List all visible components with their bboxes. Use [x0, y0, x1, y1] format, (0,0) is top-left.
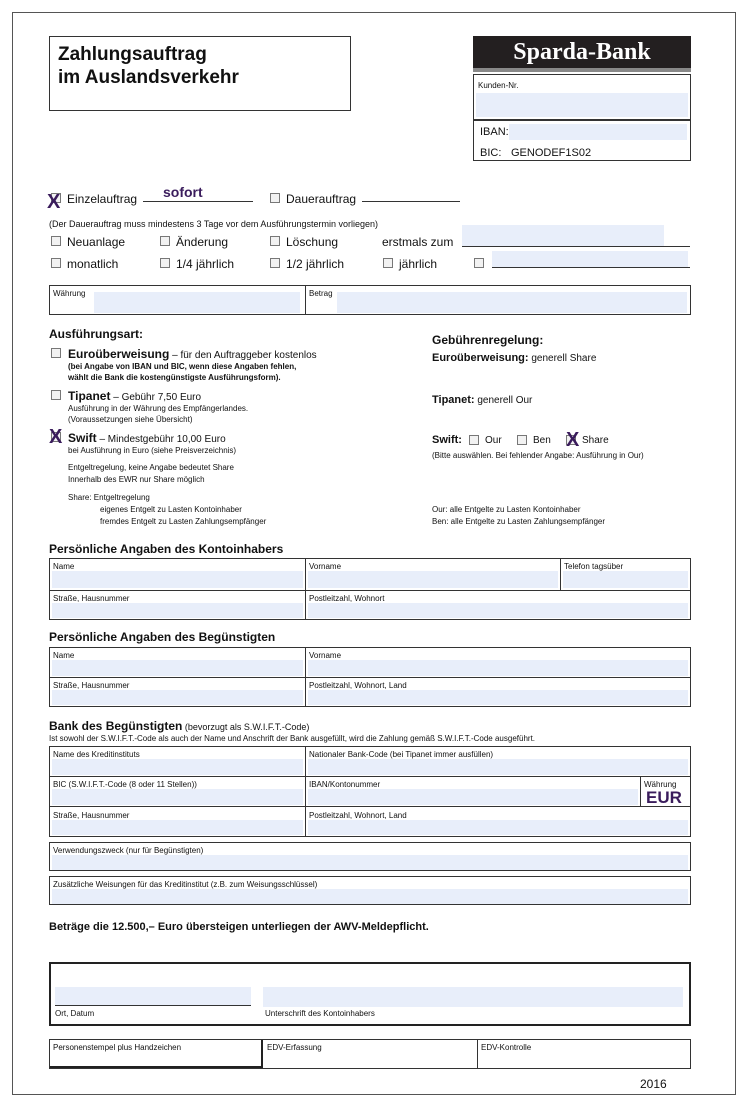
fees-ben-note: Ben: alle Entgelte zu Lasten Zahlungsempfänger: [432, 517, 606, 526]
waehrung-input[interactable]: [94, 292, 300, 313]
swift-desc: – Mindestgebühr 10,00 Euro: [96, 434, 226, 445]
euro-checkbox[interactable]: [51, 348, 61, 358]
stempel-field[interactable]: [50, 1040, 263, 1068]
iban-bic-box: [473, 120, 691, 161]
tipanet-note2: (Voraussetzungen siehe Übersicht): [68, 415, 193, 424]
bic-label: BIC:: [480, 147, 502, 159]
euro-note1: (bei Angabe von IBAN und BIC, wenn diese Angaben fehlen,: [68, 362, 297, 371]
dauerauftrag-note: (Der Dauerauftrag muss mindestens 3 Tage vor dem Ausführungstermin vorliegen): [49, 219, 378, 229]
holder-divider-1: [305, 559, 306, 619]
other-interval-input[interactable]: [492, 251, 688, 267]
bank-bic-input[interactable]: [52, 789, 303, 805]
bank-logo-underline: [473, 68, 691, 72]
swift-title-line: [68, 431, 226, 445]
bank-waehrung-label: Währung: [644, 780, 677, 789]
weisungen-field: [49, 876, 691, 905]
internal-box: [49, 1039, 691, 1069]
holder-heading: Persönliche Angaben des Kontoinhabers: [49, 542, 284, 556]
holder-table: [49, 558, 691, 620]
monatlich-label: monatlich: [67, 257, 119, 271]
jaehrlich-label: jährlich: [399, 257, 438, 271]
holder-vorname-label: Vorname: [309, 562, 342, 571]
bank-code-label: Nationaler Bank-Code (bei Tipanet immer ausfüllen): [309, 750, 494, 759]
bic-value: GENODEF1S02: [511, 147, 592, 159]
other-interval-line: [492, 267, 690, 268]
waehrung-betrag-box: [49, 285, 691, 315]
edv-divider: [477, 1040, 478, 1068]
waehrung-label: Währung: [53, 289, 86, 298]
iban-input[interactable]: [509, 124, 687, 140]
form-title-line2: im Auslandsverkehr: [58, 67, 239, 88]
tipanet-title-line: [68, 389, 201, 403]
holder-strasse-input[interactable]: [52, 603, 303, 618]
holder-name-input[interactable]: [52, 571, 303, 588]
jaehrlich-checkbox[interactable]: [383, 258, 393, 268]
fees-heading: Gebührenregelung:: [432, 333, 544, 347]
zweck-field: [49, 842, 691, 871]
kunden-nr-field[interactable]: [473, 74, 691, 120]
dauerauftrag-checkbox[interactable]: [270, 193, 280, 203]
holder-telefon-input[interactable]: [563, 571, 688, 588]
viertel-label: 1/4 jährlich: [176, 257, 235, 271]
einzelauftrag-x-mark: X: [47, 191, 61, 213]
dauerauftrag-line: [362, 201, 460, 202]
loeschung-label: Löschung: [286, 235, 339, 249]
fees-share-label: Share: [582, 435, 609, 446]
fees-our-checkbox[interactable]: [469, 435, 479, 445]
holder-row-divider: [50, 590, 690, 591]
erstmals-zum-line: [462, 246, 690, 247]
beneficiary-name-input[interactable]: [52, 660, 303, 676]
kunden-nr-input[interactable]: [476, 93, 688, 117]
fees-euro-line: [432, 352, 596, 364]
swift-x-mark: X: [49, 426, 63, 448]
holder-plz-label: Postleitzahl, Wohnort: [309, 594, 385, 603]
bank-heading-line: [49, 719, 309, 733]
beneficiary-plz-label: Postleitzahl, Wohnort, Land: [309, 681, 407, 690]
bank-kreditinstitut-input[interactable]: [52, 759, 303, 775]
fees-euro-value: generell Share: [528, 353, 597, 364]
fees-our-label: Our: [485, 435, 502, 446]
fees-tipanet-value: generell Our: [474, 395, 533, 406]
loeschung-checkbox[interactable]: [270, 236, 280, 246]
euro-title-line: [68, 347, 317, 361]
awv-note: Beträge die 12.500,– Euro übersteigen unterliegen der AWV-Meldepflicht.: [49, 921, 429, 933]
beneficiary-row-divider: [50, 677, 690, 678]
bank-divider-2: [640, 776, 641, 806]
fees-share-x-mark: X: [566, 429, 580, 451]
tipanet-note1: Ausführung in der Währung des Empfängerlandes.: [68, 404, 249, 413]
halb-checkbox[interactable]: [270, 258, 280, 268]
iban-label: IBAN:: [480, 126, 509, 138]
stempel-label: Personenstempel plus Handzeichen: [53, 1043, 182, 1052]
holder-divider-2: [560, 559, 561, 590]
bank-heading: Bank des Begünstigten: [49, 719, 183, 733]
swift-title: Swift: [68, 431, 97, 445]
waehrung-divider: [305, 286, 306, 314]
aenderung-label: Änderung: [176, 235, 229, 249]
kunden-nr-label: Kunden-Nr.: [478, 81, 519, 90]
swift-note: bei Ausführung in Euro (siehe Preisverzeichnis): [68, 446, 237, 455]
euro-title: Euroüberweisung: [68, 347, 170, 361]
edv-erfassung-label: EDV-Erfassung: [267, 1043, 322, 1052]
beneficiary-vorname-input[interactable]: [308, 660, 688, 676]
fees-swift-note: (Bitte auswählen. Bei fehlender Angabe: Ausführung in Our): [432, 451, 644, 460]
weisungen-label: Zusätzliche Weisungen für das Kreditinstitut (z.B. zum Weisungsschlüssel): [53, 880, 318, 889]
bank-iban-label: IBAN/Kontonummer: [309, 780, 381, 789]
fees-tipanet-label: Tipanet:: [432, 394, 475, 406]
form-year: 2016: [640, 1077, 667, 1091]
bank-heading-note: (bevorzugt als S.W.I.F.T.-Code): [182, 722, 310, 732]
betrag-input[interactable]: [337, 292, 687, 313]
euro-note2: wählt die Bank die kostengünstigste Ausführungsform).: [68, 373, 281, 382]
entgelt-note1: Entgeltregelung, keine Angabe bedeutet Share: [68, 463, 234, 472]
tipanet-checkbox[interactable]: [51, 390, 61, 400]
viertel-checkbox[interactable]: [160, 258, 170, 268]
beneficiary-plz-input[interactable]: [308, 690, 688, 705]
weisungen-input[interactable]: [52, 889, 688, 904]
ort-datum-label: Ort, Datum: [55, 1009, 95, 1018]
neuanlage-checkbox[interactable]: [51, 236, 61, 246]
ort-datum-input[interactable]: [55, 987, 251, 1005]
holder-name-label: Name: [53, 562, 75, 571]
betrag-label: Betrag: [309, 289, 333, 298]
bank-kreditinstitut-label: Name des Kreditinstituts: [53, 750, 140, 759]
bank-waehrung-value[interactable]: EUR: [646, 788, 682, 807]
dauerauftrag-label: Dauerauftrag: [286, 192, 357, 206]
execution-heading: Ausführungsart:: [49, 327, 143, 341]
bank-note: Ist sowohl der S.W.I.F.T.-Code als auch der Name und Anschrift der Bank ausgefüllt, wird die Zahlung gemäß S.W.I.F.T.-Code ausgeführt.: [49, 734, 536, 743]
neuanlage-label: Neuanlage: [67, 235, 126, 249]
holder-strasse-label: Straße, Hausnummer: [53, 594, 130, 603]
erstmals-zum-input[interactable]: [462, 225, 664, 246]
holder-plz-input[interactable]: [308, 603, 688, 618]
halb-label: 1/2 jährlich: [286, 257, 345, 271]
bank-row-divider-1: [50, 776, 690, 777]
entgelt-note2: Innerhalb des EWR nur Share möglich: [68, 475, 205, 484]
holder-vorname-input[interactable]: [308, 571, 558, 588]
bank-plz-input[interactable]: [308, 820, 688, 835]
bank-table: [49, 746, 691, 837]
bank-strasse-label: Straße, Hausnummer: [53, 811, 130, 820]
signature-box: [49, 962, 691, 1026]
edv-kontrolle-label: EDV-Kontrolle: [481, 1043, 532, 1052]
bank-strasse-input[interactable]: [52, 820, 303, 835]
bank-divider-1: [305, 747, 306, 836]
euro-desc: – für den Auftraggeber kostenlos: [169, 350, 317, 361]
beneficiary-strasse-input[interactable]: [52, 690, 303, 705]
fees-euro-label: Euroüberweisung:: [432, 352, 529, 364]
fees-swift-label: Swift:: [432, 434, 462, 446]
share-note1: Share: Entgeltregelung: [68, 493, 150, 502]
share-note3: fremdes Entgelt zu Lasten Zahlungsempfänger: [100, 517, 267, 526]
beneficiary-vorname-label: Vorname: [309, 651, 342, 660]
beneficiary-name-label: Name: [53, 651, 75, 660]
tipanet-title: Tipanet: [68, 389, 111, 403]
erstmals-zum-label: erstmals zum: [382, 235, 454, 249]
einzelauftrag-handwritten: sofort: [163, 184, 203, 200]
other-interval-checkbox[interactable]: [474, 258, 484, 268]
holder-telefon-label: Telefon tagsüber: [564, 562, 624, 571]
fees-ben-checkbox[interactable]: [517, 435, 527, 445]
beneficiary-heading: Persönliche Angaben des Begünstigten: [49, 630, 276, 644]
beneficiary-strasse-label: Straße, Hausnummer: [53, 681, 130, 690]
zweck-input[interactable]: [52, 855, 688, 870]
zweck-label: Verwendungszweck (nur für Begünstigten): [53, 846, 204, 855]
bank-row-divider-2: [50, 806, 690, 807]
share-note2: eigenes Entgelt zu Lasten Kontoinhaber: [100, 505, 242, 514]
monatlich-checkbox[interactable]: [51, 258, 61, 268]
fees-tipanet-line: [432, 394, 532, 406]
bank-code-input[interactable]: [308, 759, 688, 775]
tipanet-desc: – Gebühr 7,50 Euro: [110, 392, 202, 403]
form-title-line1: Zahlungsauftrag: [58, 44, 207, 65]
bank-iban-input[interactable]: [308, 789, 638, 805]
ort-datum-line: [55, 1005, 251, 1006]
beneficiary-table: [49, 647, 691, 707]
einzelauftrag-label: Einzelauftrag: [67, 192, 138, 206]
unterschrift-input[interactable]: [263, 987, 683, 1007]
einzelauftrag-line: [143, 201, 253, 202]
bank-bic-label: BIC (S.W.I.F.T.-Code (8 oder 11 Stellen)): [53, 780, 197, 789]
form-title-box: [49, 36, 351, 111]
fees-ben-label: Ben: [533, 435, 551, 446]
bank-plz-label: Postleitzahl, Wohnort, Land: [309, 811, 407, 820]
unterschrift-label: Unterschrift des Kontoinhabers: [265, 1009, 375, 1018]
fees-our-note: Our: alle Entgelte zu Lasten Kontoinhaber: [432, 505, 581, 514]
bank-logo: Sparda-Bank: [473, 36, 691, 68]
aenderung-checkbox[interactable]: [160, 236, 170, 246]
